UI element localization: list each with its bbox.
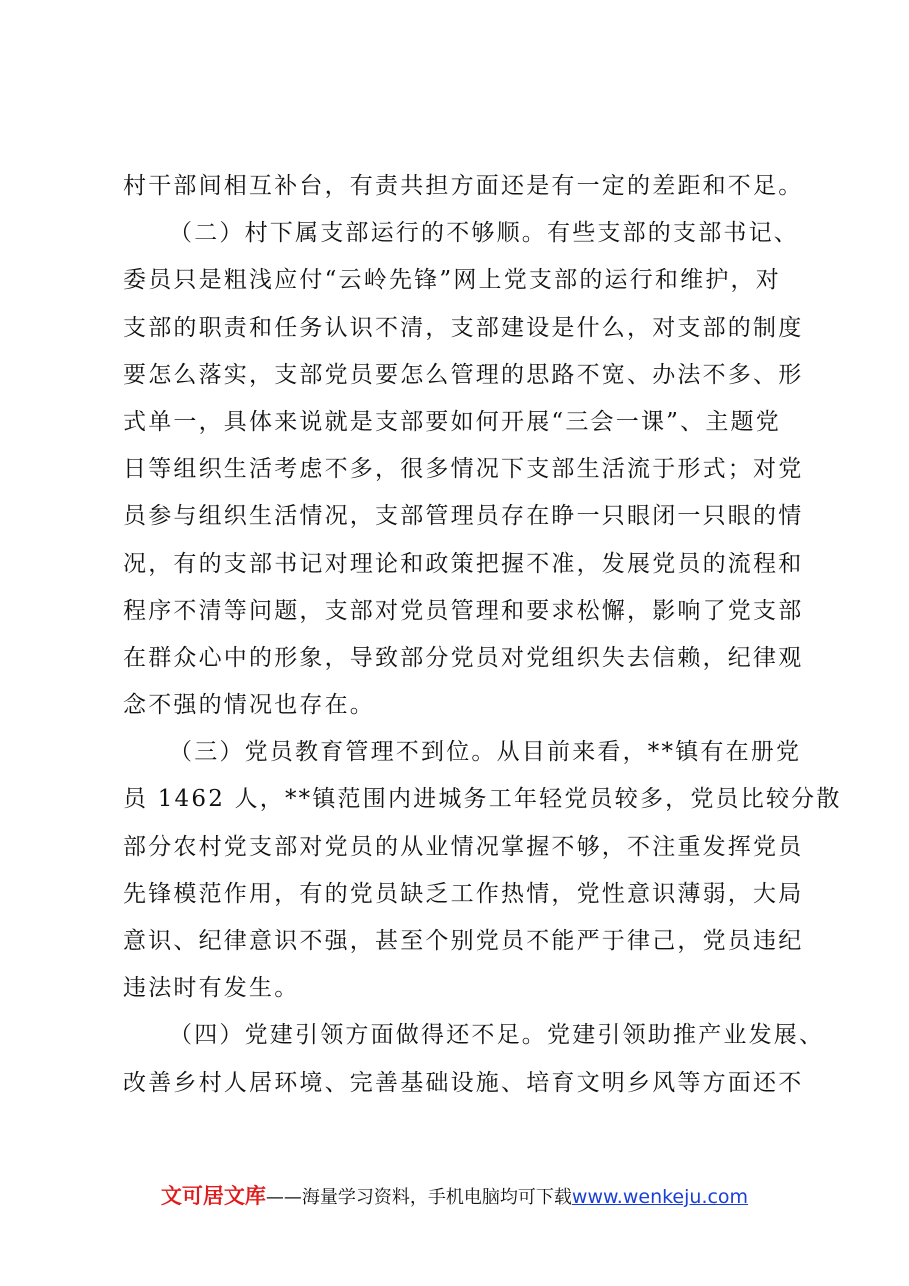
footer-brand: 文可居文库 (160, 1184, 266, 1208)
document-body (123, 163, 842, 1107)
text-line: 改善乡村人居环境、完善基础设施、培育文明乡风等方面还不 (123, 1069, 804, 1096)
text-line: 员 1462 人，**镇范围内进城务工年轻党员较多，党员比较分散 (123, 786, 842, 813)
text-line: 意识、纪律意识不强，甚至个别党员不能严于律己，党员违纪 (123, 928, 804, 954)
text-line: 式单一，具体来说就是支部要如何开展“三会一课”、主题党 (123, 408, 781, 435)
text-line: 况，有的支部书记对理论和政策把握不准，发展党员的流程和 (123, 550, 804, 577)
text-line: 部分农村党支部对党员的从业情况掌握不够，不注重发挥党员 (123, 833, 804, 860)
text-line: 员参与组织生活情况，支部管理员存在睁一只眼闭一只眼的情 (123, 503, 804, 530)
text-line: 念不强的情况也存在。 (123, 692, 375, 719)
footer-banner (0, 1180, 909, 1210)
text-line: 村干部间相互补台，有责共担方面还是有一定的差距和不足。 (123, 173, 804, 199)
section-heading-line: （三）党员教育管理不到位。从目前来看，**镇有在册党 (169, 739, 802, 766)
text-line: 日等组织生活考虑不多，很多情况下支部生活流于形式；对党 (123, 456, 804, 483)
footer-site-link[interactable]: www.wenkeju.com (571, 1186, 749, 1208)
section-heading-line: （四）党建引领方面做得还不足。党建引领助推产业发展、 (169, 1022, 825, 1049)
text-line: 在群众心中的形象，导致部分党员对党组织失去信赖，纪律观 (123, 644, 804, 671)
section-heading-line: （二）村下属支部运行的不够顺。有些支部的支部书记、 (169, 220, 799, 247)
text-line: 违法时有发生。 (123, 975, 300, 1002)
text-line: 要怎么落实，支部党员要怎么管理的思路不宽、办法不多、形 (123, 361, 804, 388)
text-line: 程序不清等问题，支部对党员管理和要求松懈，影响了党支部 (123, 597, 804, 624)
text-line: 支部的职责和任务认识不清，支部建设是什么，对支部的制度 (123, 314, 804, 341)
text-line: 委员只是粗浅应付“云岭先锋”网上党支部的运行和维护，对 (123, 267, 781, 294)
text-line: 先锋模范作用，有的党员缺乏工作热情，党性意识薄弱，大局 (123, 880, 804, 907)
footer-tagline: ——海量学习资料，手机电脑均可下载 (265, 1187, 572, 1208)
